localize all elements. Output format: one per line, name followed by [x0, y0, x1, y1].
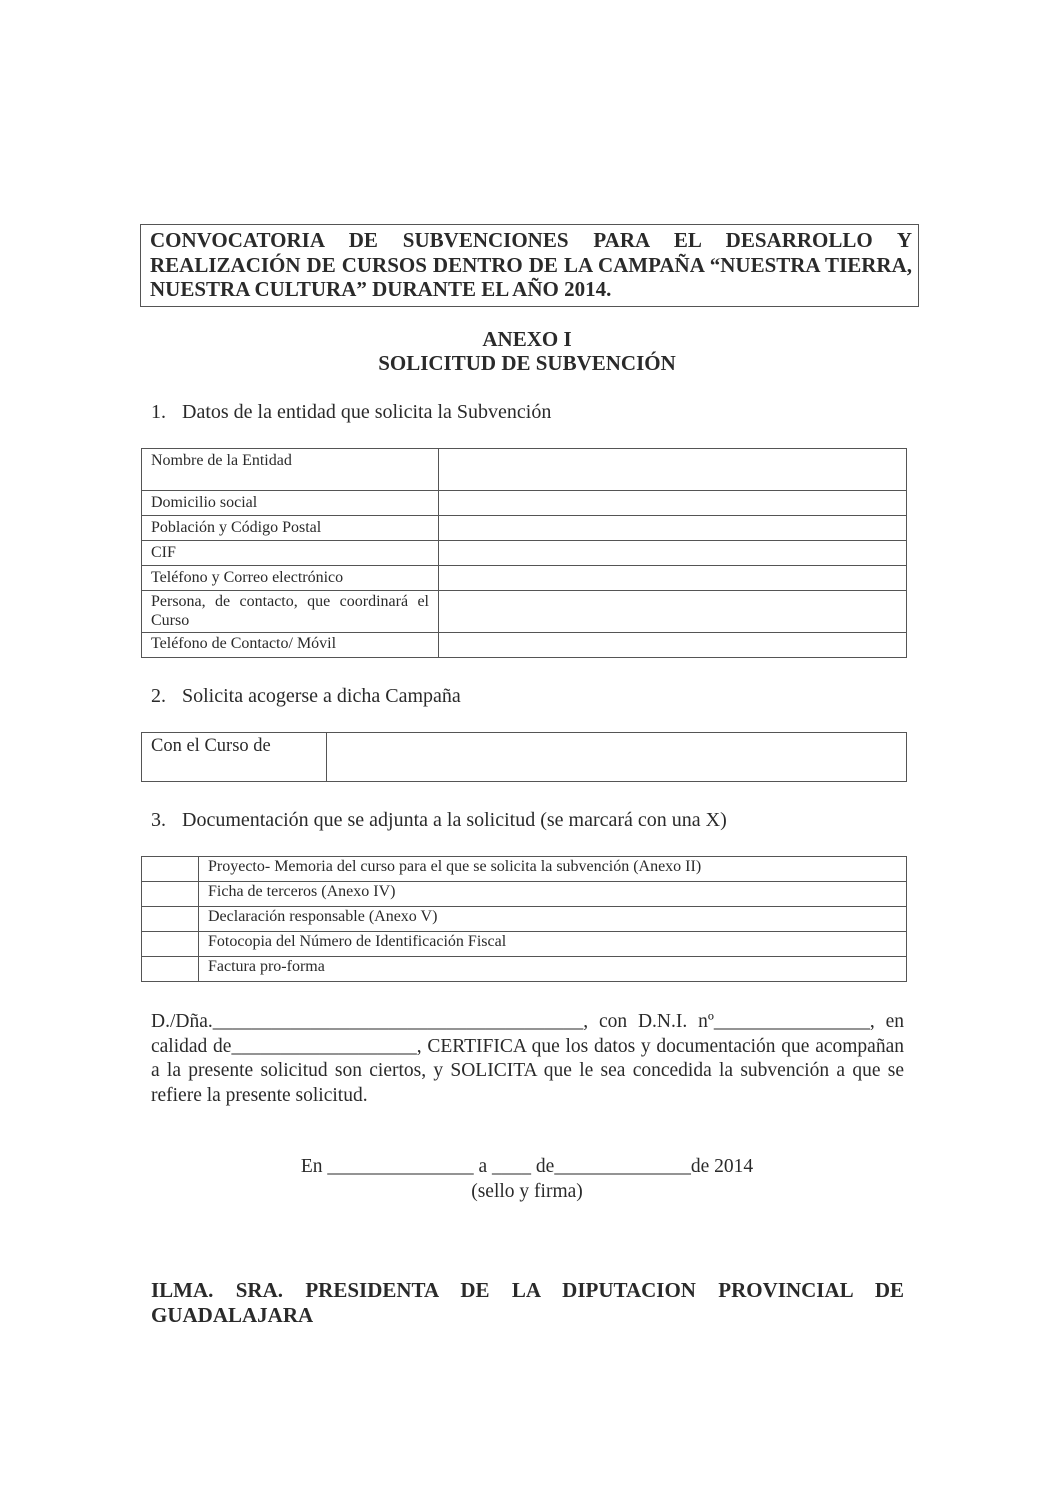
checkbox-responsible-declaration[interactable]	[142, 907, 199, 932]
town-postcode-field[interactable]	[439, 516, 907, 541]
section-3-heading	[151, 809, 727, 832]
course-table	[141, 732, 907, 782]
table-row	[142, 566, 907, 591]
table-row	[142, 932, 907, 957]
contact-phone-label: Teléfono de Contacto/ Móvil	[142, 633, 439, 658]
cif-field[interactable]	[439, 541, 907, 566]
checkbox-tax-id-copy[interactable]	[142, 932, 199, 957]
section-2-number: 2.	[151, 685, 166, 707]
course-label: Con el Curso de	[142, 733, 327, 782]
contact-person-field[interactable]	[439, 591, 907, 633]
checkbox-proforma-invoice[interactable]	[142, 957, 199, 982]
section-3-number: 3.	[151, 809, 166, 831]
document-title: CONVOCATORIA DE SUBVENCIONES PARA EL DESARROLLO Y REALIZACIÓN DE CURSOS DENTRO DE LA CAMPAÑA “NUESTRA TIERRA, NUESTRA CULTURA” DURANTE EL AÑO 2014.	[140, 224, 919, 307]
annex-number: ANEXO I	[482, 327, 572, 351]
address-field[interactable]	[439, 491, 907, 516]
doc-third-party-form-label: Ficha de terceros (Anexo IV)	[199, 882, 907, 907]
date-line: En _______________ a ____ de______________de 2014	[300, 1156, 754, 1177]
section-1-title: Datos de la entidad que solicita la Subvención	[182, 401, 552, 423]
contact-person-label: Persona, de contacto, que coordinará el Curso	[142, 591, 439, 633]
table-row	[142, 633, 907, 658]
section-1-heading	[151, 401, 551, 424]
contact-phone-field[interactable]	[439, 633, 907, 658]
table-row	[142, 907, 907, 932]
phone-email-field[interactable]	[439, 566, 907, 591]
doc-project-memo-label: Proyecto- Memoria del curso para el que se solicita la subvención (Anexo II)	[199, 857, 907, 882]
table-row	[142, 882, 907, 907]
cif-label: CIF	[142, 541, 439, 566]
documentation-table	[141, 856, 907, 982]
entity-name-field[interactable]	[439, 449, 907, 491]
section-2-heading	[151, 685, 461, 708]
table-row	[142, 449, 907, 491]
table-row	[142, 957, 907, 982]
annex-title: SOLICITUD DE SUBVENCIÓN	[378, 351, 676, 375]
table-row	[142, 591, 907, 633]
checkbox-project-memo[interactable]	[142, 857, 199, 882]
table-row	[142, 541, 907, 566]
checkbox-third-party-form[interactable]	[142, 882, 199, 907]
stamp-signature-label: (sello y firma)	[471, 1181, 583, 1202]
entity-name-label: Nombre de la Entidad	[142, 449, 439, 491]
doc-proforma-invoice-label: Factura pro-forma	[199, 957, 907, 982]
course-field[interactable]	[327, 733, 907, 782]
doc-tax-id-copy-label: Fotocopia del Número de Identificación Fiscal	[199, 932, 907, 957]
phone-email-label: Teléfono y Correo electrónico	[142, 566, 439, 591]
table-row	[142, 857, 907, 882]
town-postcode-label: Población y Código Postal	[142, 516, 439, 541]
section-3-title: Documentación que se adjunta a la solicitud (se marcará con una X)	[182, 809, 727, 831]
entity-data-table	[141, 448, 907, 658]
address-label: Domicilio social	[142, 491, 439, 516]
addressee: ILMA. SRA. PRESIDENTA DE LA DIPUTACION PROVINCIAL DE GUADALAJARA	[151, 1278, 904, 1327]
section-2-title: Solicita acogerse a dicha Campaña	[182, 685, 461, 707]
certification-paragraph: D./Dña.______________________________________, con D.N.I. nº________________, en calidad de___________________, CERTIFICA que los datos y documentación que acompañan a la presente solicitud son ciertos, y SOLICITA que le sea concedida la subvención a que se refiere la presente solicitud.	[151, 1011, 904, 1106]
table-row	[142, 491, 907, 516]
section-1-number: 1.	[151, 401, 166, 423]
doc-responsible-declaration-label: Declaración responsable (Anexo V)	[199, 907, 907, 932]
table-row	[142, 733, 907, 782]
table-row	[142, 516, 907, 541]
